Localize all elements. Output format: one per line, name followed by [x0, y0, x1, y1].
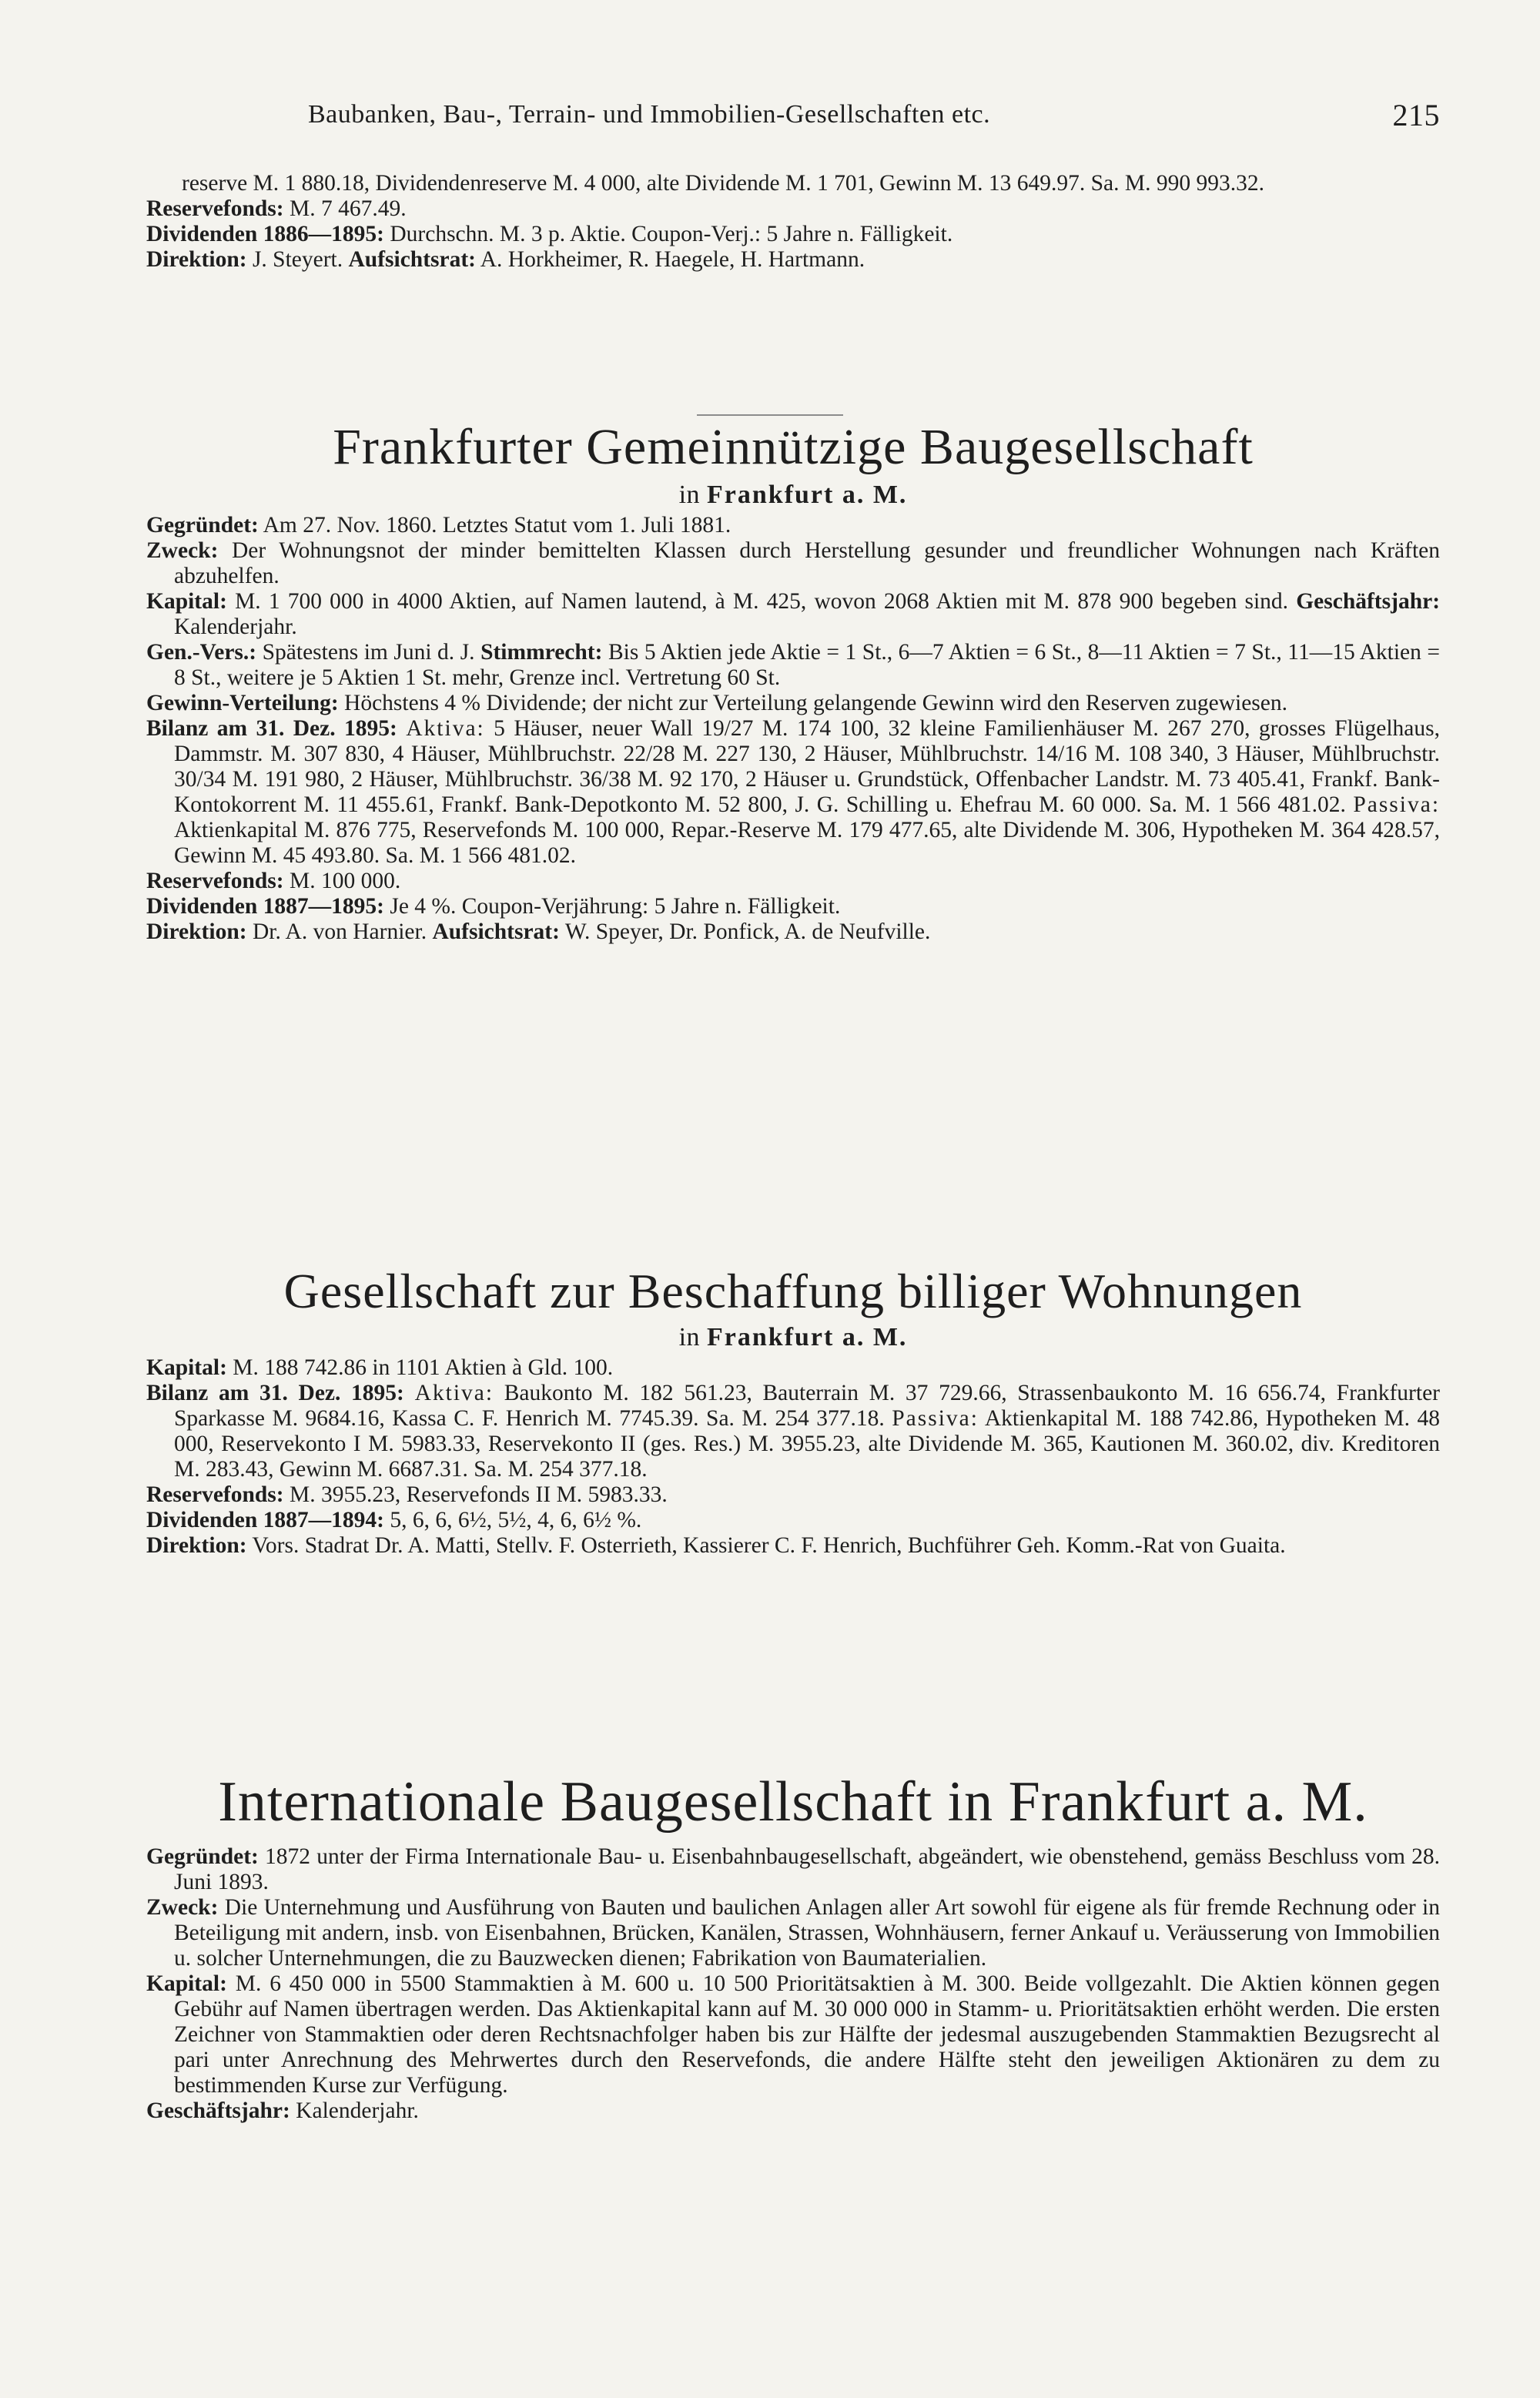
value: J. Steyert.: [252, 247, 343, 272]
label: Gegründet:: [146, 1844, 259, 1870]
running-header: [308, 91, 1440, 137]
label: Zweck:: [146, 1895, 219, 1921]
company-frankfurter-gemeinnuetzige: [146, 420, 1440, 945]
zweck-entry: [146, 1895, 1440, 1971]
value: Dr. A. von Harnier.: [252, 919, 427, 944]
value: M. 3955.23, Reservefonds II M. 5983.33.: [289, 1482, 668, 1508]
company-location: [146, 481, 1440, 510]
location-city: Frankfurt a. M.: [707, 480, 908, 509]
label: Stimmrecht:: [480, 639, 603, 665]
prev-dividenden: [146, 222, 1440, 247]
bilanz-entry: [146, 1381, 1440, 1482]
value: 1872 unter der Firma Internationale Bau- u. Eisenbahnbaugesellschaft, abgeändert, wie obenstehend, gemäss Beschluss vom 28. Juni 1893.: [174, 1844, 1441, 1895]
aktiva-text: Baukonto M. 182 561.23, Bauterrain M. 37 729.66, Strassenbaukonto M. 16 656.74, Frankfurter Sparkasse M. 9684.16, Kassa C. F. Henrich M. 7745.39. Sa. M. 254 377.18.: [174, 1381, 1440, 1432]
previous-entry-section: [146, 171, 1440, 273]
direktion-entry: [146, 919, 1440, 945]
passiva-label: Passiva:: [892, 1406, 979, 1432]
dividenden-entry: [146, 894, 1440, 919]
label: Gewinn-Verteilung:: [146, 690, 339, 715]
value: M. 6 450 000 in 5500 Stammaktien à M. 600 u. 10 500 Prioritätsaktien à M. 300. Beide vollgezahlt. Die Aktien können gegen Gebühr auf Namen übertragen werden. Das Aktienkapital kann auf M. 30 000 000 in Stamm- u. Prioritätsaktien erhöht werden. Die ersten Zeichner von Stammaktien oder deren Rechtsnachfolger haben bis zur Hälfte der jedesmal auszugebenden Stammaktien Bezugsrecht al pari unter Anrechnung des Mehrwertes durch den Reservefonds, die andere Hälfte steht den jeweiligen Aktionären zu dem zu bestimmenden Kurse zur Verfügung.: [174, 1971, 1440, 2098]
location-prefix: in: [678, 480, 701, 509]
label: Bilanz am 31. Dez. 1895:: [146, 715, 397, 741]
section-divider: [697, 414, 843, 416]
company-title: Gesellschaft zur Beschaffung billiger Wohnungen: [283, 1264, 1303, 1318]
aktiva-label: Aktiva:: [406, 715, 485, 741]
value: Kalenderjahr.: [174, 614, 297, 639]
company-location: [146, 1323, 1440, 1352]
label: Zweck:: [146, 538, 219, 563]
gegruendet-entry: [146, 513, 1440, 538]
value: Höchstens 4 % Dividende; der nicht zur Verteilung gelangende Gewinn wird den Reserven zugewiesen.: [344, 690, 1288, 715]
value: Vors. Stadrat Dr. A. Matti, Stellv. F. Osterrieth, Kassierer C. F. Henrich, Buchführer Geh. Komm.-Rat von Guaita.: [252, 1533, 1286, 1559]
prev-reservefonds: [146, 196, 1440, 222]
label: Kapital:: [146, 1971, 227, 1997]
value: Bis 5 Aktien jede Aktie = 1 St., 6—7 Aktien = 6 St., 8—11 Aktien = 7 St., 11—15 Aktien = 8 St., weitere je 5 Aktien 1 St. mehr, Grenze incl. Vertretung 60 St.: [174, 639, 1441, 690]
value: Der Wohnungsnot der minder bemittelten Klassen durch Herstellung gesunder und freundlicher Wohnungen nach Kräften abzuhelfen.: [174, 538, 1440, 588]
label: Dividenden 1887—1895:: [146, 893, 384, 919]
label: Aufsichtsrat:: [432, 919, 560, 944]
passiva-text: Aktienkapital M. 188 742.86, Hypotheken M. 48 000, Reservekonto I M. 5983.33, Reservekonto II (ges. Res.) M. 3955.23, alte Dividende M. 365, Kautionen M. 360.02, div. Kreditoren M. 283.43, Gewinn M. 6687.31. Sa. M. 254 377.18.: [174, 1406, 1441, 1482]
value: Am 27. Nov. 1860. Letztes Statut vom 1. Juli 1881.: [263, 512, 732, 538]
kapital-entry: [146, 1355, 1440, 1381]
passiva-label: Passiva:: [1353, 792, 1441, 817]
label: Dividenden 1887—1894:: [146, 1508, 384, 1533]
reservefonds-entry: [146, 869, 1440, 894]
label: Direktion:: [146, 247, 247, 272]
value: M. 1 700 000 in 4000 Aktien, auf Namen lautend, à M. 425, wovon 2068 Aktien mit M. 878 900 begeben sind.: [235, 588, 1289, 614]
value: Je 4 %. Coupon-Verjährung: 5 Jahre n. Fälligkeit.: [390, 893, 841, 919]
value: W. Speyer, Dr. Ponfick, A. de Neufville.: [564, 919, 931, 944]
value: M. 100 000.: [289, 868, 401, 893]
label: Kapital:: [146, 588, 227, 614]
label: Reservefonds:: [146, 1482, 284, 1508]
label: Geschäftsjahr:: [1296, 588, 1441, 614]
kapital-entry: [146, 589, 1440, 640]
label: Geschäftsjahr:: [146, 2098, 290, 2124]
reservefonds-entry: [146, 1482, 1440, 1508]
dividenden-entry: [146, 1508, 1440, 1533]
label: Reservefonds:: [146, 868, 284, 893]
gewinn-verteilung-entry: [146, 691, 1440, 716]
label: Gen.-Vers.:: [146, 639, 257, 665]
value: M. 7 467.49.: [289, 196, 407, 221]
label: Kapital:: [146, 1355, 227, 1381]
location-prefix: in: [678, 1323, 701, 1352]
running-header-title: Baubanken, Bau-, Terrain- und Immobilien-Gesellschaften etc.: [308, 100, 991, 129]
zweck-entry: [146, 538, 1440, 589]
value: A. Horkheimer, R. Haegele, H. Hartmann.: [480, 247, 865, 272]
label: Bilanz am 31. Dez. 1895:: [146, 1381, 404, 1406]
company-billige-wohnungen: [146, 1264, 1440, 1559]
kapital-entry: [146, 1971, 1440, 2098]
company-title: Frankfurter Gemeinnützige Baugesellschaft: [333, 419, 1254, 475]
prev-entry-text: reserve M. 1 880.18, Dividendenreserve M. 4 000, alte Dividende M. 1 701, Gewinn M. 13 649.97. Sa. M. 990 993.32.: [182, 171, 1264, 196]
company-title: Internationale Baugesellschaft in Frankfurt a. M.: [218, 1770, 1368, 1834]
aktiva-label: Aktiva:: [414, 1381, 494, 1406]
gegruendet-entry: [146, 1844, 1440, 1895]
prev-direktion: [146, 247, 1440, 273]
value: M. 188 742.86 in 1101 Aktien à Gld. 100.: [233, 1355, 614, 1381]
label: Direktion:: [146, 919, 247, 944]
value: Kalenderjahr.: [296, 2098, 419, 2124]
label: Reservefonds:: [146, 196, 284, 221]
location-city: Frankfurt a. M.: [707, 1323, 908, 1352]
direktion-entry: [146, 1533, 1440, 1559]
value: Durchschn. M. 3 p. Aktie. Coupon-Verj.: 5 Jahre n. Fälligkeit.: [390, 222, 953, 246]
genvers-entry: [146, 640, 1440, 691]
page-number: 215: [1392, 98, 1440, 132]
label: Direktion:: [146, 1533, 247, 1559]
company-internationale-baugesellschaft: [146, 1771, 1440, 2124]
passiva-text: Aktienkapital M. 876 775, Reservefonds M. 100 000, Repar.-Reserve M. 179 477.65, alte Dividende M. 306, Hypotheken M. 364 428.57, Gewinn M. 45 493.80. Sa. M. 1 566 481.02.: [174, 817, 1440, 868]
label: Aufsichtsrat:: [348, 247, 476, 272]
aktiva-text: 5 Häuser, neuer Wall 19/27 M. 174 100, 32 kleine Familienhäuser M. 267 270, grosses Flügelhaus, Dammstr. M. 307 830, 4 Häuser, Mühlbruchstr. 22/28 M. 227 130, 2 Häuser, Mühlbruchstr. 14/16 M. 108 340, 3 Häuser, Mühlbruchstr. 30/34 M. 191 980, 2 Häuser, Mühlbruchstr. 36/38 M. 92 170, 2 Häuser u. Grundstück, Offenbacher Landstr. M. 73 405.41, Frankf. Bank-Kontokorrent M. 11 455.61, Frankf. Bank-Depotkonto M. 52 800, J. G. Schilling u. Ehefrau M. 60 000. Sa. M. 1 566 481.02.: [174, 715, 1440, 817]
value: 5, 6, 6, 6½, 5½, 4, 6, 6½ %.: [390, 1508, 642, 1533]
label: Gegründet:: [146, 512, 259, 538]
value: Spätestens im Juni d. J.: [262, 639, 475, 665]
geschaeftsjahr-entry: [146, 2098, 1440, 2124]
label: Dividenden 1886—1895:: [146, 222, 384, 246]
bilanz-entry: [146, 716, 1440, 869]
value: Die Unternehmung und Ausführung von Bauten und baulichen Anlagen aller Art sowohl für eigene als für fremde Rechnung oder in Beteiligung mit andern, insb. von Eisenbahnen, Brücken, Kanälen, Strassen, Wohnhäusern, ferner Ankauf u. Veräusserung von Immobilien u. solcher Unternehmungen, die zu Bauzwecken dienen; Fabrikation von Baumaterialien.: [174, 1895, 1441, 1971]
